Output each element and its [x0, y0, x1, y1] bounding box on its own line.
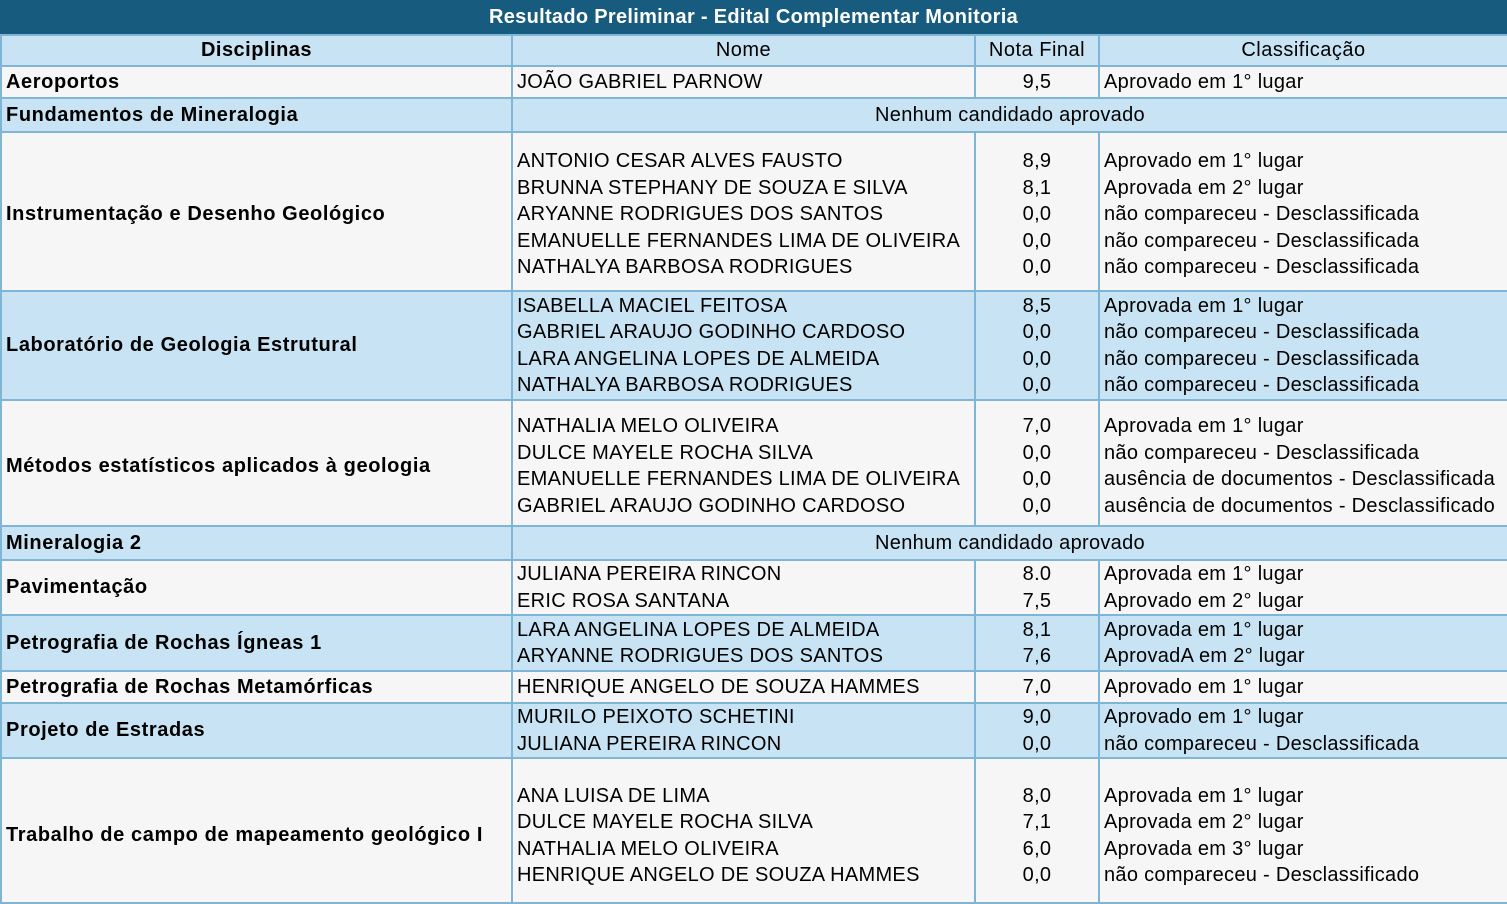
candidate-classificacao: Aprovada em 3° lugar: [1104, 837, 1304, 860]
candidate-name: ARYANNE RODRIGUES DOS SANTOS: [517, 645, 884, 667]
nota-cell: [975, 400, 1099, 526]
classificacao-cell: [1099, 291, 1507, 400]
nota-cell: [975, 615, 1099, 671]
candidate-classificacao: Aprovada em 1° lugar: [1104, 563, 1304, 585]
disciplina-cell: Petrografia de Rochas Metamórficas: [1, 671, 512, 703]
disciplina-cell: Instrumentação e Desenho Geológico: [1, 132, 512, 291]
nome-cell: [512, 703, 975, 758]
table-row: [1, 400, 1507, 526]
disciplina-cell: Projeto de Estradas: [1, 703, 512, 758]
candidate-nota: 8,9: [1022, 150, 1052, 173]
candidate-name: JOÃO GABRIEL PARNOW: [517, 70, 763, 93]
candidate-nota: 8,1: [1022, 176, 1052, 199]
header-classificacao: Classificação: [1099, 35, 1507, 66]
candidate-classificacao: Aprovada em 1° lugar: [1104, 784, 1304, 807]
classificacao-cell: [1099, 132, 1507, 291]
candidate-name: ISABELLA MACIEL FEITOSA: [517, 294, 788, 317]
candidate-nota: 0,0: [1022, 494, 1052, 517]
candidate-classificacao: não compareceu - Desclassificada: [1104, 203, 1420, 226]
page-title: Resultado Preliminar - Edital Complementar Monitoria: [0, 0, 1507, 34]
candidate-name: HENRIQUE ANGELO DE SOUZA HAMMES: [517, 675, 920, 698]
disciplina-cell: Mineralogia 2: [1, 526, 512, 560]
header-nome: Nome: [512, 35, 975, 66]
nome-cell: [512, 671, 975, 703]
candidate-name: GABRIEL ARAUJO GODINHO CARDOSO: [517, 494, 906, 517]
candidate-classificacao: Aprovado em 1° lugar: [1104, 70, 1304, 93]
candidate-classificacao: não compareceu - Desclassificada: [1104, 229, 1420, 252]
disciplina-cell: Pavimentação: [1, 560, 512, 615]
classificacao-cell: [1099, 703, 1507, 758]
classificacao-cell: [1099, 400, 1507, 526]
candidate-nota: 8.0: [1022, 563, 1052, 585]
classificacao-cell: [1099, 758, 1507, 903]
candidate-nota: 0,0: [1022, 321, 1052, 343]
candidate-classificacao: não compareceu - Desclassificada: [1104, 374, 1420, 396]
table-row: [1, 98, 1507, 132]
candidate-classificacao: não compareceu - Desclassificada: [1104, 321, 1420, 343]
candidate-nota: 0,0: [1022, 468, 1052, 490]
candidate-classificacao: ausência de documentos - Desclassificado: [1104, 494, 1496, 517]
disciplina-cell: Métodos estatísticos aplicados à geologia: [1, 400, 512, 526]
table-row: [1, 671, 1507, 703]
candidate-nota: 0,0: [1022, 229, 1052, 252]
candidate-nota: 7,1: [1022, 811, 1052, 833]
candidate-name: NATHALIA MELO OLIVEIRA: [517, 837, 779, 860]
nota-cell: [975, 758, 1099, 903]
table-row: [1, 758, 1507, 903]
nome-cell: [512, 66, 975, 98]
candidate-nota: 0,0: [1022, 374, 1052, 396]
candidate-classificacao: Aprovado em 1° lugar: [1104, 675, 1304, 698]
candidate-nota: 0,0: [1022, 864, 1052, 886]
candidate-name: MURILO PEIXOTO SCHETINI: [517, 706, 795, 728]
candidate-name: LARA ANGELINA LOPES DE ALMEIDA: [517, 618, 880, 641]
candidate-nota: 8,5: [1022, 294, 1052, 317]
candidate-classificacao: não compareceu - Desclassificada: [1104, 441, 1420, 464]
candidate-nota: 7,0: [1022, 415, 1052, 437]
disciplina-cell: Trabalho de campo de mapeamento geológico I: [1, 758, 512, 903]
candidate-name: ERIC ROSA SANTANA: [517, 589, 730, 612]
disciplina-cell: Laboratório de Geologia Estrutural: [1, 291, 512, 400]
candidate-classificacao: não compareceu - Desclassificada: [1104, 347, 1420, 370]
table-row: [1, 615, 1507, 671]
disciplina-cell: Aeroportos: [1, 66, 512, 98]
candidate-name: ARYANNE RODRIGUES DOS SANTOS: [517, 203, 884, 226]
candidate-nota: 0,0: [1022, 441, 1052, 464]
disciplina-cell: Petrografia de Rochas Ígneas 1: [1, 615, 512, 671]
classificacao-cell: [1099, 560, 1507, 615]
candidate-name: GABRIEL ARAUJO GODINHO CARDOSO: [517, 321, 906, 343]
nota-cell: [975, 132, 1099, 291]
candidate-name: JULIANA PEREIRA RINCON: [517, 563, 782, 585]
table-row: [1, 703, 1507, 758]
table-row: [1, 132, 1507, 291]
classificacao-cell: [1099, 66, 1507, 98]
table-row: [1, 560, 1507, 615]
candidate-name: ANTONIO CESAR ALVES FAUSTO: [517, 150, 843, 173]
nome-cell: [512, 132, 975, 291]
candidate-classificacao: Aprovada em 1° lugar: [1104, 294, 1304, 317]
candidate-nota: 7,5: [1022, 589, 1052, 612]
candidate-nota: 8,0: [1022, 784, 1052, 807]
candidate-name: EMANUELLE FERNANDES LIMA DE OLIVEIRA: [517, 229, 961, 252]
candidate-nota: 8,1: [1022, 618, 1052, 641]
candidate-name: DULCE MAYELE ROCHA SILVA: [517, 441, 814, 464]
candidate-nota: 0,0: [1022, 347, 1052, 370]
candidate-nota: 9,0: [1022, 706, 1052, 728]
header-row: [1, 35, 1507, 66]
candidate-name: DULCE MAYELE ROCHA SILVA: [517, 811, 814, 833]
nome-cell: [512, 615, 975, 671]
results-table: [0, 34, 1507, 904]
candidate-classificacao: Aprovado em 1° lugar: [1104, 150, 1304, 173]
candidate-name: BRUNNA STEPHANY DE SOUZA E SILVA: [517, 176, 908, 199]
header-disciplinas: Disciplinas: [1, 35, 512, 66]
classificacao-cell: [1099, 671, 1507, 703]
table-body: [1, 66, 1507, 903]
candidate-classificacao: Aprovado em 2° lugar: [1104, 589, 1304, 612]
candidate-classificacao: não compareceu - Desclassificado: [1104, 864, 1420, 886]
no-approved-cell: Nenhum candidado aprovado: [512, 526, 1507, 560]
candidate-classificacao: Aprovado em 1° lugar: [1104, 706, 1304, 728]
candidate-classificacao: não compareceu - Desclassificada: [1104, 256, 1420, 279]
candidate-nota: 9,5: [1022, 70, 1052, 93]
table-row: [1, 66, 1507, 98]
candidate-classificacao: ausência de documentos - Desclassificada: [1104, 468, 1496, 490]
nome-cell: [512, 400, 975, 526]
nota-cell: [975, 703, 1099, 758]
no-approved-cell: Nenhum candidado aprovado: [512, 98, 1507, 132]
nome-cell: [512, 560, 975, 615]
candidate-name: NATHALYA BARBOSA RODRIGUES: [517, 374, 853, 396]
candidate-nota: 0,0: [1022, 732, 1052, 755]
nota-cell: [975, 291, 1099, 400]
candidate-name: ANA LUISA DE LIMA: [517, 784, 710, 807]
nota-cell: [975, 671, 1099, 703]
candidate-classificacao: Aprovada em 2° lugar: [1104, 811, 1304, 833]
candidate-classificacao: não compareceu - Desclassificada: [1104, 732, 1420, 755]
disciplina-cell: Fundamentos de Mineralogia: [1, 98, 512, 132]
candidate-classificacao: Aprovada em 1° lugar: [1104, 618, 1304, 641]
candidate-nota: 7,6: [1022, 645, 1052, 667]
header-nota-final: Nota Final: [975, 35, 1099, 66]
candidate-classificacao: Aprovada em 1° lugar: [1104, 415, 1304, 437]
candidate-nota: 0,0: [1022, 203, 1052, 226]
candidate-name: HENRIQUE ANGELO DE SOUZA HAMMES: [517, 864, 920, 886]
candidate-nota: 0,0: [1022, 256, 1052, 279]
nome-cell: [512, 758, 975, 903]
classificacao-cell: [1099, 615, 1507, 671]
candidate-nota: 7,0: [1022, 675, 1052, 698]
candidate-name: NATHALYA BARBOSA RODRIGUES: [517, 256, 853, 279]
candidate-name: JULIANA PEREIRA RINCON: [517, 732, 782, 755]
table-row: [1, 291, 1507, 400]
candidate-name: EMANUELLE FERNANDES LIMA DE OLIVEIRA: [517, 468, 961, 490]
candidate-name: LARA ANGELINA LOPES DE ALMEIDA: [517, 347, 880, 370]
candidate-classificacao: AprovadA em 2° lugar: [1104, 645, 1305, 667]
nota-cell: [975, 66, 1099, 98]
candidate-name: NATHALIA MELO OLIVEIRA: [517, 415, 779, 437]
candidate-classificacao: Aprovada em 2° lugar: [1104, 176, 1304, 199]
nota-cell: [975, 560, 1099, 615]
table-row: [1, 526, 1507, 560]
nome-cell: [512, 291, 975, 400]
candidate-nota: 6,0: [1022, 837, 1052, 860]
